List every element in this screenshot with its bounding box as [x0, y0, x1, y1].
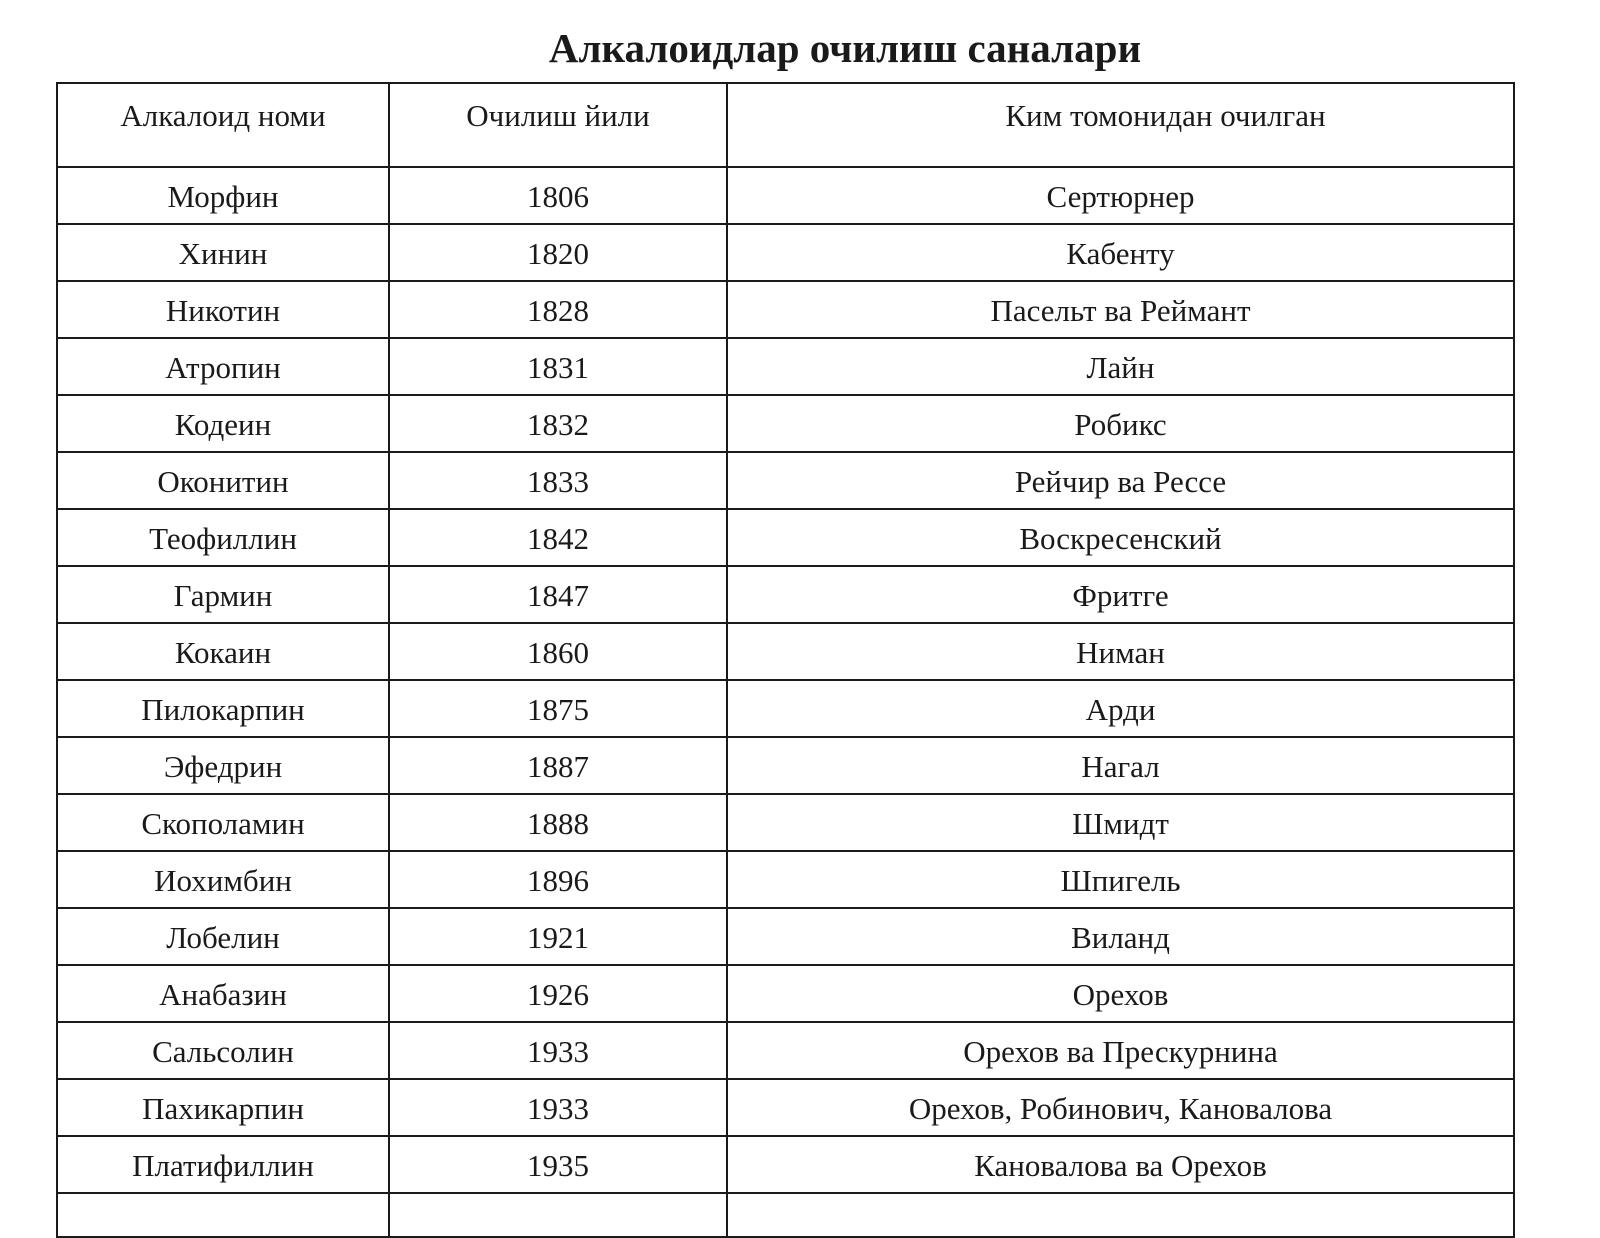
cell-alkaloid-name: Кокаин [57, 623, 389, 680]
cell-discovery-year: 1860 [389, 623, 727, 680]
cell-alkaloid-name: Эфедрин [57, 737, 389, 794]
alkaloid-table [56, 82, 1515, 1238]
cell-discovered-by: Арди [727, 680, 1514, 737]
cell-alkaloid-name: Платифиллин [57, 1136, 389, 1193]
header-discovery-year: Очилиш йили [389, 83, 727, 167]
table-row [57, 281, 1514, 338]
cell-discovered-by: Воскресенский [727, 509, 1514, 566]
table-row [57, 794, 1514, 851]
table-row [57, 338, 1514, 395]
cell-alkaloid-name: Скополамин [57, 794, 389, 851]
cell-discovered-by: Орехов ва Прескурнина [727, 1022, 1514, 1079]
table-row [57, 395, 1514, 452]
cell-discovery-year: 1847 [389, 566, 727, 623]
cell-discovered-by: Шпигель [727, 851, 1514, 908]
header-alkaloid-name: Алкалоид номи [57, 83, 389, 167]
cell-alkaloid-name: Пилокарпин [57, 680, 389, 737]
cell-discovered-by: Виланд [727, 908, 1514, 965]
cell-alkaloid-name: Кодеин [57, 395, 389, 452]
cell-discovery-year: 1806 [389, 167, 727, 224]
table-body [57, 167, 1514, 1237]
cell-alkaloid-name: Теофиллин [57, 509, 389, 566]
table-row [57, 965, 1514, 1022]
cell-discovered-by: Нагал [727, 737, 1514, 794]
table-row [57, 452, 1514, 509]
cell-discovered-by: Ниман [727, 623, 1514, 680]
cell-discovered-by: Орехов, Робинович, Кановалова [727, 1079, 1514, 1136]
cell-alkaloid-name: Оконитин [57, 452, 389, 509]
table-row [57, 167, 1514, 224]
cell-discovery-year: 1921 [389, 908, 727, 965]
cell-discovered-by: Рейчир ва Рессе [727, 452, 1514, 509]
cell-discovery-year: 1828 [389, 281, 727, 338]
cell-alkaloid-name: Морфин [57, 167, 389, 224]
table-row [57, 1079, 1514, 1136]
table-row [57, 680, 1514, 737]
table-header-row [57, 83, 1514, 167]
table-row [57, 851, 1514, 908]
cell-alkaloid-name: Гармин [57, 566, 389, 623]
table-row [57, 908, 1514, 965]
cell-alkaloid-name: Сальсолин [57, 1022, 389, 1079]
table-row [57, 623, 1514, 680]
cell-alkaloid-name: Пахикарпин [57, 1079, 389, 1136]
cell-discovery-year: 1933 [389, 1079, 727, 1136]
cell-discovery-year: 1896 [389, 851, 727, 908]
cell-discovery-year: 1820 [389, 224, 727, 281]
cell-discovered-by: Сертюрнер [727, 167, 1514, 224]
cell-discovered-by: Орехов [727, 965, 1514, 1022]
cell-discovery-year: 1933 [389, 1022, 727, 1079]
cell-discovered-by: Робикс [727, 395, 1514, 452]
table-row [57, 566, 1514, 623]
cell-discovery-year: 1926 [389, 965, 727, 1022]
cell-discovery-year: 1831 [389, 338, 727, 395]
table-row [57, 737, 1514, 794]
cell-alkaloid-name: Атропин [57, 338, 389, 395]
table-row [57, 224, 1514, 281]
header-discovered-by: Ким томонидан очилган [727, 83, 1514, 167]
cell-discovery-year: 1887 [389, 737, 727, 794]
cell-alkaloid-name: Никотин [57, 281, 389, 338]
cell-discovery-year: 1833 [389, 452, 727, 509]
cell-discovered-by: Кановалова ва Орехов [727, 1136, 1514, 1193]
cell-discovered-by: Лайн [727, 338, 1514, 395]
cell-discovered-by: Шмидт [727, 794, 1514, 851]
table-row [57, 1022, 1514, 1079]
cell-discovery-year: 1842 [389, 509, 727, 566]
cell-discovered-by: Пасельт ва Реймант [727, 281, 1514, 338]
cell-alkaloid-name: Иохимбин [57, 851, 389, 908]
table-row [57, 509, 1514, 566]
cell-discovered-by: Кабенту [727, 224, 1514, 281]
page-title: Алкалоидлар очилиш саналари [548, 25, 1142, 71]
cell-alkaloid-name: Анабазин [57, 965, 389, 1022]
cell-alkaloid-name: Хинин [57, 224, 389, 281]
cell-discovered-by: Фритге [727, 566, 1514, 623]
cell-alkaloid-name: Лобелин [57, 908, 389, 965]
cell-discovery-year: 1832 [389, 395, 727, 452]
table-row [57, 1136, 1514, 1193]
cell-discovery-year: 1888 [389, 794, 727, 851]
cell-discovery-year: 1875 [389, 680, 727, 737]
cell-discovery-year: 1935 [389, 1136, 727, 1193]
